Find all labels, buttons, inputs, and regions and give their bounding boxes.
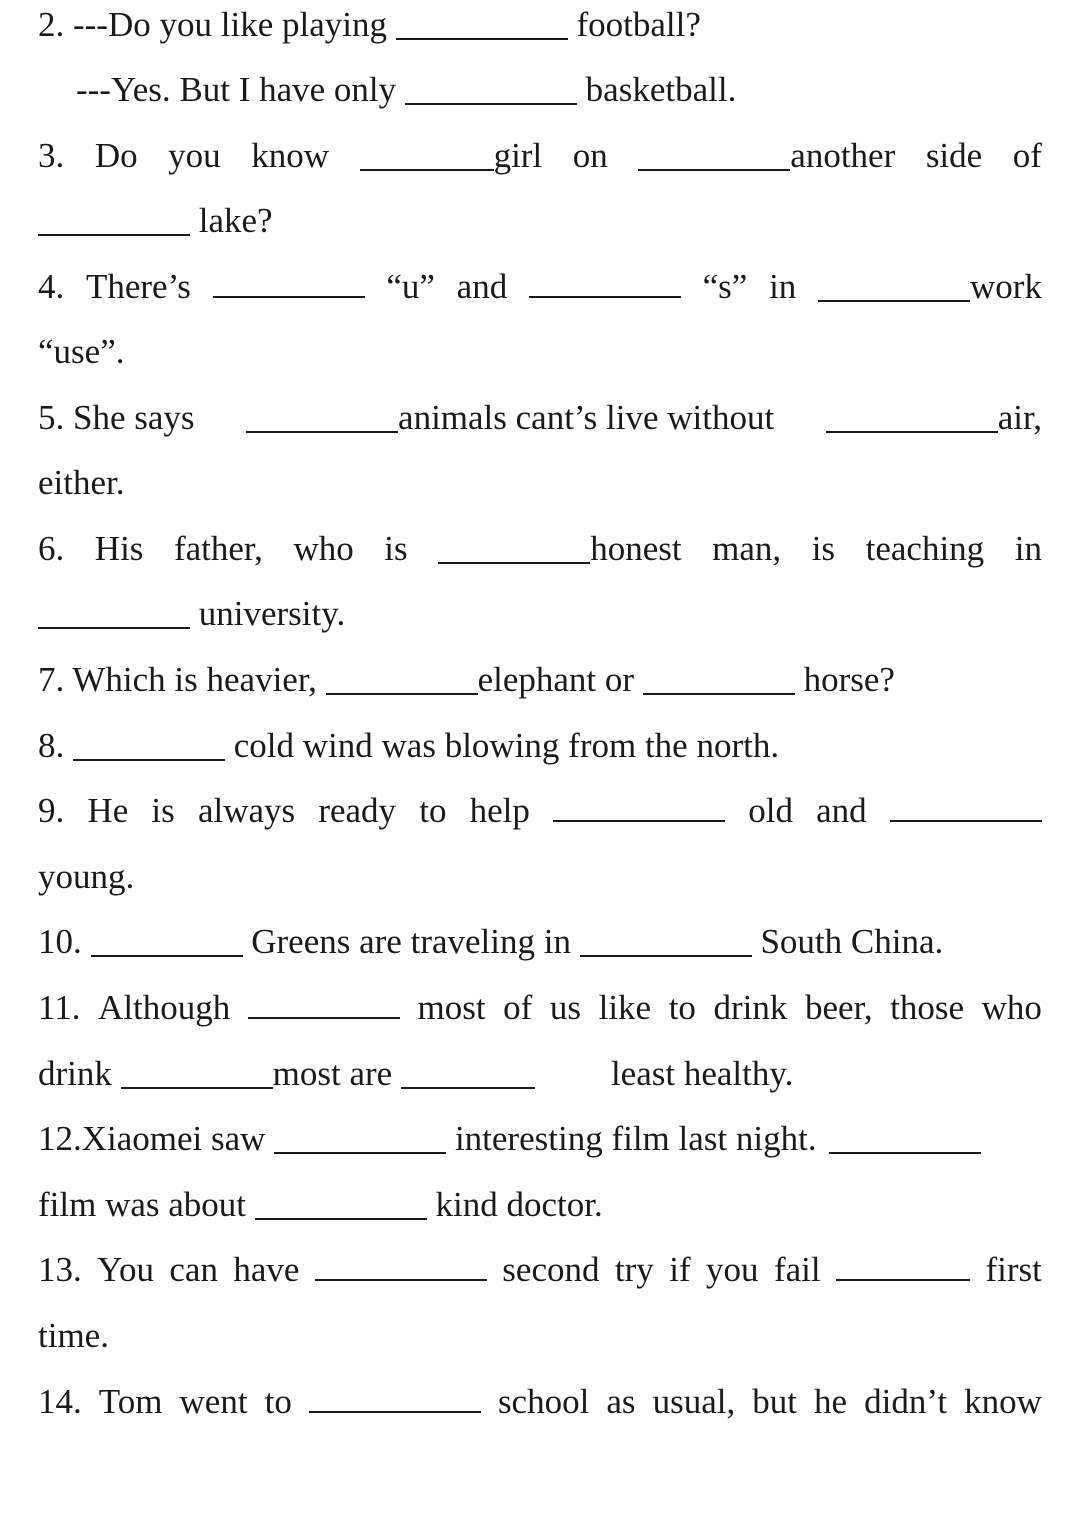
answer-blank[interactable] (309, 1381, 481, 1413)
answer-blank[interactable] (121, 1057, 273, 1089)
text-segment: interesting film last night. (446, 1119, 817, 1158)
text-segment: girl (493, 136, 543, 175)
text-segment: most are (272, 1054, 401, 1093)
text-segment: to (668, 988, 696, 1027)
text-segment: South China. (751, 922, 944, 961)
text-segment: those (890, 988, 965, 1027)
text-segment: either. (38, 463, 125, 502)
answer-blank[interactable] (826, 401, 998, 433)
text-segment: 6. (38, 529, 65, 568)
text-segment: side (925, 136, 983, 175)
text-segment: 7. Which is heavier, (38, 660, 326, 699)
text-segment: drink (38, 1054, 121, 1093)
text-segment: Greens are traveling in (242, 922, 580, 961)
text-segment: fail (773, 1250, 821, 1289)
text-segment: His (94, 529, 144, 568)
text-segment: 10. (38, 922, 91, 961)
text-segment: 4. (38, 267, 65, 306)
answer-blank[interactable] (274, 1122, 446, 1154)
text-segment: 13. (38, 1250, 82, 1289)
text-segment: try (614, 1250, 654, 1289)
text-segment: can (169, 1250, 218, 1289)
text-segment: 9. (38, 791, 65, 830)
answer-blank[interactable] (38, 597, 190, 629)
question-13-line-2 (38, 1311, 1042, 1361)
text-segment: air, (997, 398, 1042, 437)
text-segment: usual, (652, 1382, 736, 1421)
text-segment: teaching (865, 529, 985, 568)
text-segment: you (706, 1250, 759, 1289)
text-segment: honest (590, 529, 682, 568)
text-segment: You (97, 1250, 154, 1289)
answer-blank[interactable] (638, 139, 790, 171)
text-segment: basketball. (576, 70, 737, 109)
text-segment: 2. ---Do you like playing (38, 5, 396, 44)
text-segment: Tom (98, 1382, 163, 1421)
text-segment: university. (190, 594, 346, 633)
text-segment: is (151, 791, 175, 830)
text-segment: horse? (794, 660, 895, 699)
question-13-line-1 (38, 1245, 1042, 1295)
question-3-line-1 (38, 131, 1042, 181)
text-segment: Do (94, 136, 138, 175)
text-segment: “use”. (38, 332, 125, 371)
answer-blank[interactable] (213, 266, 365, 298)
question-12-line-2 (38, 1180, 1042, 1230)
answer-blank[interactable] (405, 73, 577, 105)
answer-blank[interactable] (396, 8, 568, 40)
text-segment: if (669, 1250, 691, 1289)
text-segment: us (549, 988, 582, 1027)
text-segment: Although (98, 988, 231, 1027)
text-segment: in (1014, 529, 1042, 568)
text-segment: film was about (38, 1185, 255, 1224)
text-segment: beer, (805, 988, 873, 1027)
answer-blank[interactable] (438, 532, 590, 564)
text-segment: first (985, 1250, 1042, 1289)
text-segment: is (384, 529, 408, 568)
text-segment: to (419, 791, 447, 830)
text-segment: he (814, 1382, 848, 1421)
text-segment: went (179, 1382, 248, 1421)
answer-blank[interactable] (818, 270, 970, 302)
answer-blank[interactable] (360, 139, 494, 171)
text-segment: on (572, 136, 608, 175)
question-9-line-2 (38, 852, 1042, 902)
answer-blank[interactable] (401, 1057, 535, 1089)
text-segment: of (503, 988, 533, 1027)
text-segment: and (456, 267, 508, 306)
text-segment: There’s (85, 267, 191, 306)
question-6-line-2 (38, 589, 1042, 639)
answer-blank[interactable] (255, 1188, 427, 1220)
text-segment: 8. (38, 726, 73, 765)
answer-blank[interactable] (73, 729, 225, 761)
text-segment: know (964, 1382, 1042, 1421)
question-10-line (38, 917, 1042, 967)
text-segment: animals cant’s live without (398, 398, 783, 437)
question-4-line-2 (38, 327, 1042, 377)
text-segment: school (497, 1382, 590, 1421)
text-segment: work (970, 267, 1042, 306)
text-segment: young. (38, 857, 135, 896)
answer-blank[interactable] (248, 987, 400, 1019)
answer-blank[interactable] (326, 663, 478, 695)
answer-blank[interactable] (580, 925, 752, 957)
text-segment: 14. (38, 1382, 82, 1421)
text-segment: football? (567, 5, 701, 44)
answer-blank[interactable] (553, 790, 725, 822)
answer-blank[interactable] (91, 925, 243, 957)
text-segment: 11. (38, 988, 81, 1027)
text-segment: didn’t (864, 1382, 948, 1421)
text-segment: who (981, 988, 1042, 1027)
text-segment: elephant or (477, 660, 643, 699)
text-segment: He (87, 791, 129, 830)
text-segment: to (264, 1382, 292, 1421)
text-segment: man, (712, 529, 782, 568)
question-6-line-1 (38, 524, 1042, 574)
text-segment: time. (38, 1316, 109, 1355)
text-segment: drink (713, 988, 788, 1027)
question-3-line-2 (38, 196, 1042, 246)
question-11-line-2 (38, 1049, 1042, 1099)
text-segment: 5. She says (38, 398, 204, 437)
text-segment: but (752, 1382, 797, 1421)
text-segment: cold wind was blowing from the north. (225, 726, 780, 765)
question-8-line (38, 721, 1042, 771)
question-2-line-1 (38, 0, 1042, 50)
text-segment: ---Yes. But I have only (76, 70, 405, 109)
question-14-line-1 (38, 1377, 1042, 1427)
text-segment: “u” (386, 267, 435, 306)
text-segment: second (502, 1250, 600, 1289)
text-segment: is (811, 529, 836, 568)
text-segment: father, (173, 529, 263, 568)
text-segment: know (251, 136, 329, 175)
text-segment: lake? (190, 201, 273, 240)
answer-blank[interactable] (315, 1249, 487, 1281)
text-segment: like (598, 988, 652, 1027)
text-segment: “s” (702, 267, 748, 306)
answer-blank[interactable] (529, 266, 681, 298)
text-segment: 12.Xiaomei saw (38, 1119, 275, 1158)
text-segment: help (469, 791, 530, 830)
text-segment: another (790, 136, 896, 175)
text-segment: old (748, 791, 793, 830)
question-5-line-1 (38, 393, 1042, 443)
question-12-line-1 (38, 1114, 1042, 1164)
answer-blank[interactable] (246, 401, 398, 433)
answer-blank[interactable] (829, 1122, 981, 1154)
text-segment: most (417, 988, 486, 1027)
answer-blank[interactable] (38, 204, 190, 236)
text-segment: always (197, 791, 296, 830)
text-segment: in (769, 267, 797, 306)
text-segment: 3. (38, 136, 65, 175)
question-9-line-1 (38, 786, 1042, 836)
question-7-line (38, 655, 1042, 705)
text-segment: least healthy. (610, 1054, 794, 1093)
text-segment: you (168, 136, 221, 175)
text-segment: of (1012, 136, 1042, 175)
answer-blank[interactable] (890, 790, 1042, 822)
answer-blank[interactable] (643, 663, 795, 695)
question-5-line-2 (38, 458, 1042, 508)
question-2-line-2 (76, 65, 1042, 115)
text-segment: who (293, 529, 354, 568)
text-segment: have (233, 1250, 300, 1289)
text-segment: and (816, 791, 867, 830)
text-segment: kind doctor. (426, 1185, 603, 1224)
question-11-line-1 (38, 983, 1042, 1033)
text-segment: ready (318, 791, 397, 830)
text-segment: as (606, 1382, 636, 1421)
question-4-line-1 (38, 262, 1042, 312)
answer-blank[interactable] (836, 1249, 970, 1281)
